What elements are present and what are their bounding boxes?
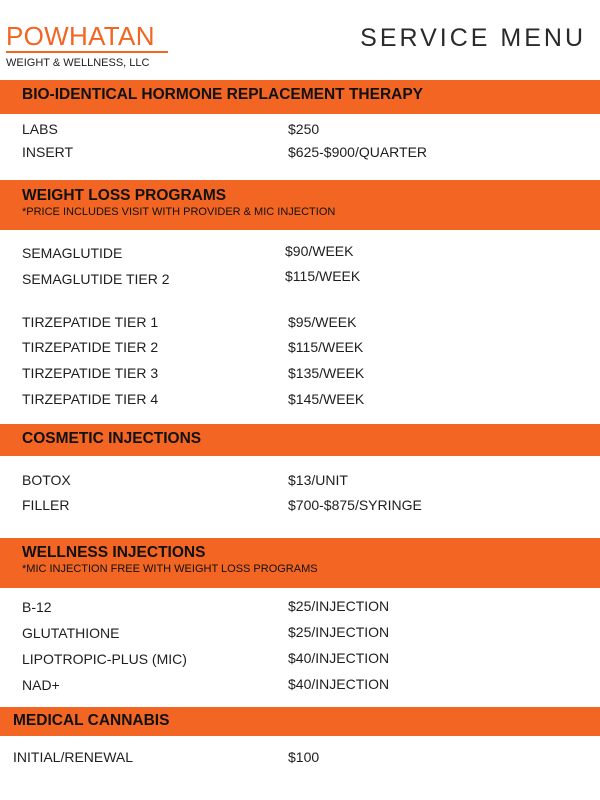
- service-price: $625-$900/QUARTER: [288, 144, 428, 160]
- service-price: $250: [288, 121, 320, 137]
- section-note: *PRICE INCLUDES VISIT WITH PROVIDER & MIC INJECTION: [22, 206, 336, 218]
- service-name: TIRZEPATIDE TIER 2: [22, 339, 159, 355]
- section-header-wellness: [0, 538, 600, 588]
- service-price: $90/WEEK: [285, 243, 354, 259]
- service-price: $115/WEEK: [288, 339, 364, 355]
- service-price: $95/WEEK: [288, 314, 357, 330]
- service-price: $145/WEEK: [288, 391, 365, 407]
- service-name: B-12: [22, 599, 52, 615]
- service-price: $100: [288, 749, 320, 765]
- section-header-cannabis: [0, 707, 600, 736]
- service-price: $13/UNIT: [288, 472, 348, 488]
- service-name: LABS: [22, 121, 58, 137]
- service-price: $40/INJECTION: [288, 676, 390, 692]
- service-name: NAD+: [22, 677, 60, 693]
- brand-logo: [6, 22, 174, 70]
- section-header-cosmetic: [0, 424, 600, 456]
- service-price: $25/INJECTION: [288, 598, 390, 614]
- service-name: BOTOX: [22, 472, 71, 488]
- brand-name: POWHATAN: [6, 21, 155, 51]
- service-price: $115/WEEK: [285, 268, 361, 284]
- service-name: TIRZEPATIDE TIER 4: [22, 391, 159, 407]
- brand-underline: [6, 51, 168, 53]
- section-title: COSMETIC INJECTIONS: [22, 430, 202, 447]
- section-note: *MIC INJECTION FREE WITH WEIGHT LOSS PROGRAMS: [22, 563, 318, 575]
- service-name: INSERT: [22, 144, 74, 160]
- section-title: BIO-IDENTICAL HORMONE REPLACEMENT THERAPY: [22, 86, 424, 103]
- service-name: TIRZEPATIDE TIER 3: [22, 365, 159, 381]
- service-price: $25/INJECTION: [288, 624, 390, 640]
- service-price: $135/WEEK: [288, 365, 365, 381]
- service-name: SEMAGLUTIDE TIER 2: [22, 271, 170, 287]
- service-price: $700-$875/SYRINGE: [288, 497, 422, 513]
- service-name: FILLER: [22, 497, 70, 513]
- service-name: INITIAL/RENEWAL: [13, 749, 134, 765]
- section-title: MEDICAL CANNABIS: [13, 712, 170, 729]
- section-title: WEIGHT LOSS PROGRAMS: [22, 187, 227, 204]
- service-price: $40/INJECTION: [288, 650, 390, 666]
- service-name: TIRZEPATIDE TIER 1: [22, 314, 159, 330]
- section-header-weight-loss: [0, 180, 600, 230]
- service-name: SEMAGLUTIDE: [22, 245, 123, 261]
- service-name: LIPOTROPIC-PLUS (MIC): [22, 651, 187, 667]
- section-header-bhrt: [0, 80, 600, 114]
- service-name: GLUTATHIONE: [22, 625, 120, 641]
- section-title: WELLNESS INJECTIONS: [22, 544, 206, 561]
- page-title: SERVICE MENU: [360, 24, 586, 52]
- brand-subtitle: WEIGHT & WELLNESS, LLC: [6, 57, 150, 69]
